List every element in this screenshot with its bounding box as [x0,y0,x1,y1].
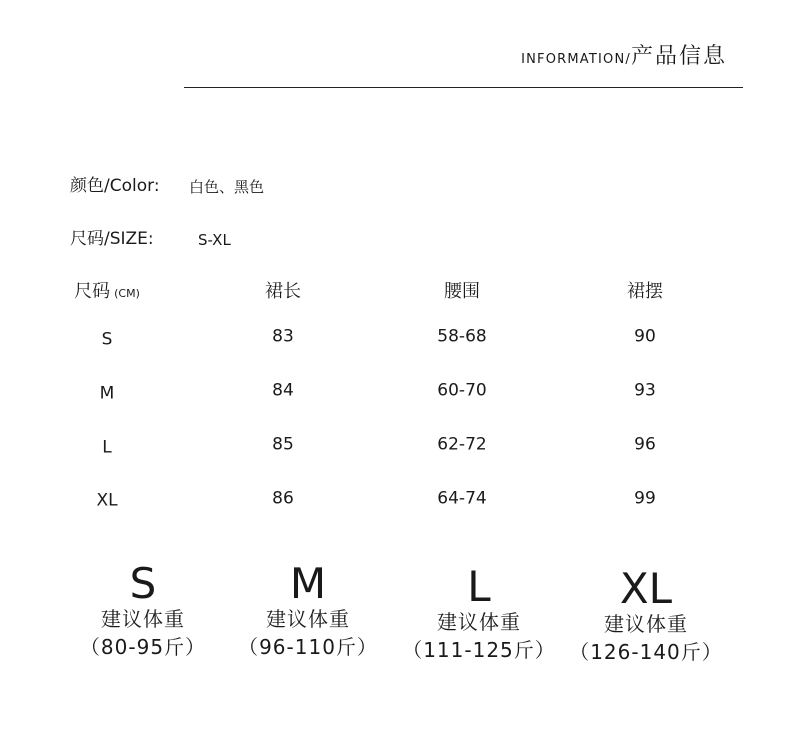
table-cell-length: 86 [272,488,294,509]
table-cell-length: 85 [272,434,294,455]
weight-label: 建议体重 [603,612,688,636]
table-cell-hem: 90 [634,326,656,347]
weight-size-letter: M [289,559,327,608]
header-divider [184,87,743,88]
table-cell-waist: 60-70 [437,380,487,401]
table-cell-hem: 96 [634,434,656,455]
size-value: S-XL [198,231,231,249]
weight-size-letter: XL [619,564,673,613]
weight-label: 建议体重 [266,607,350,631]
table-cell-waist: 62-72 [437,434,487,455]
table-header-hem: 裙摆 [627,281,663,302]
weight-range: （126-140斤） [569,640,723,664]
weight-block-m [238,559,378,659]
size-label: 尺码/SIZE: [70,229,154,249]
table-cell-size: XL [96,490,118,511]
section-title-english: INFORMATION/ [521,52,631,67]
weight-range: （111-125斤） [402,638,556,662]
color-label: 颜色/Color: [70,176,160,196]
weight-size-letter: L [467,562,491,611]
table-cell-length: 83 [272,326,294,347]
table-header-length: 裙长 [265,281,301,302]
table-cell-length: 84 [272,380,294,401]
weight-label: 建议体重 [101,607,185,631]
table-cell-size: L [102,437,112,458]
table-cell-hem: 99 [634,488,656,509]
table-cell-hem: 93 [634,380,656,401]
table-cell-waist: 64-74 [437,488,487,509]
weight-range: （80-95斤） [79,635,207,659]
weight-block-xl [569,564,723,664]
section-title-chinese: 产品信息 [630,44,727,69]
weight-size-letter: S [129,559,157,608]
table-header-unit: (CM) [114,287,140,300]
weight-label: 建议体重 [436,610,521,634]
weight-block-l [402,562,556,662]
table-cell-size: S [101,329,113,350]
color-value: 白色、黑色 [189,178,265,196]
table-header-waist: 腰围 [444,281,480,302]
table-header-size-label: 尺码 [74,281,111,302]
table-cell-size: M [99,383,115,404]
weight-block-s [79,559,207,659]
table-header-size [74,283,140,301]
table-cell-waist: 58-68 [437,326,487,347]
section-title [521,46,727,68]
weight-range: （96-110斤） [238,635,378,659]
